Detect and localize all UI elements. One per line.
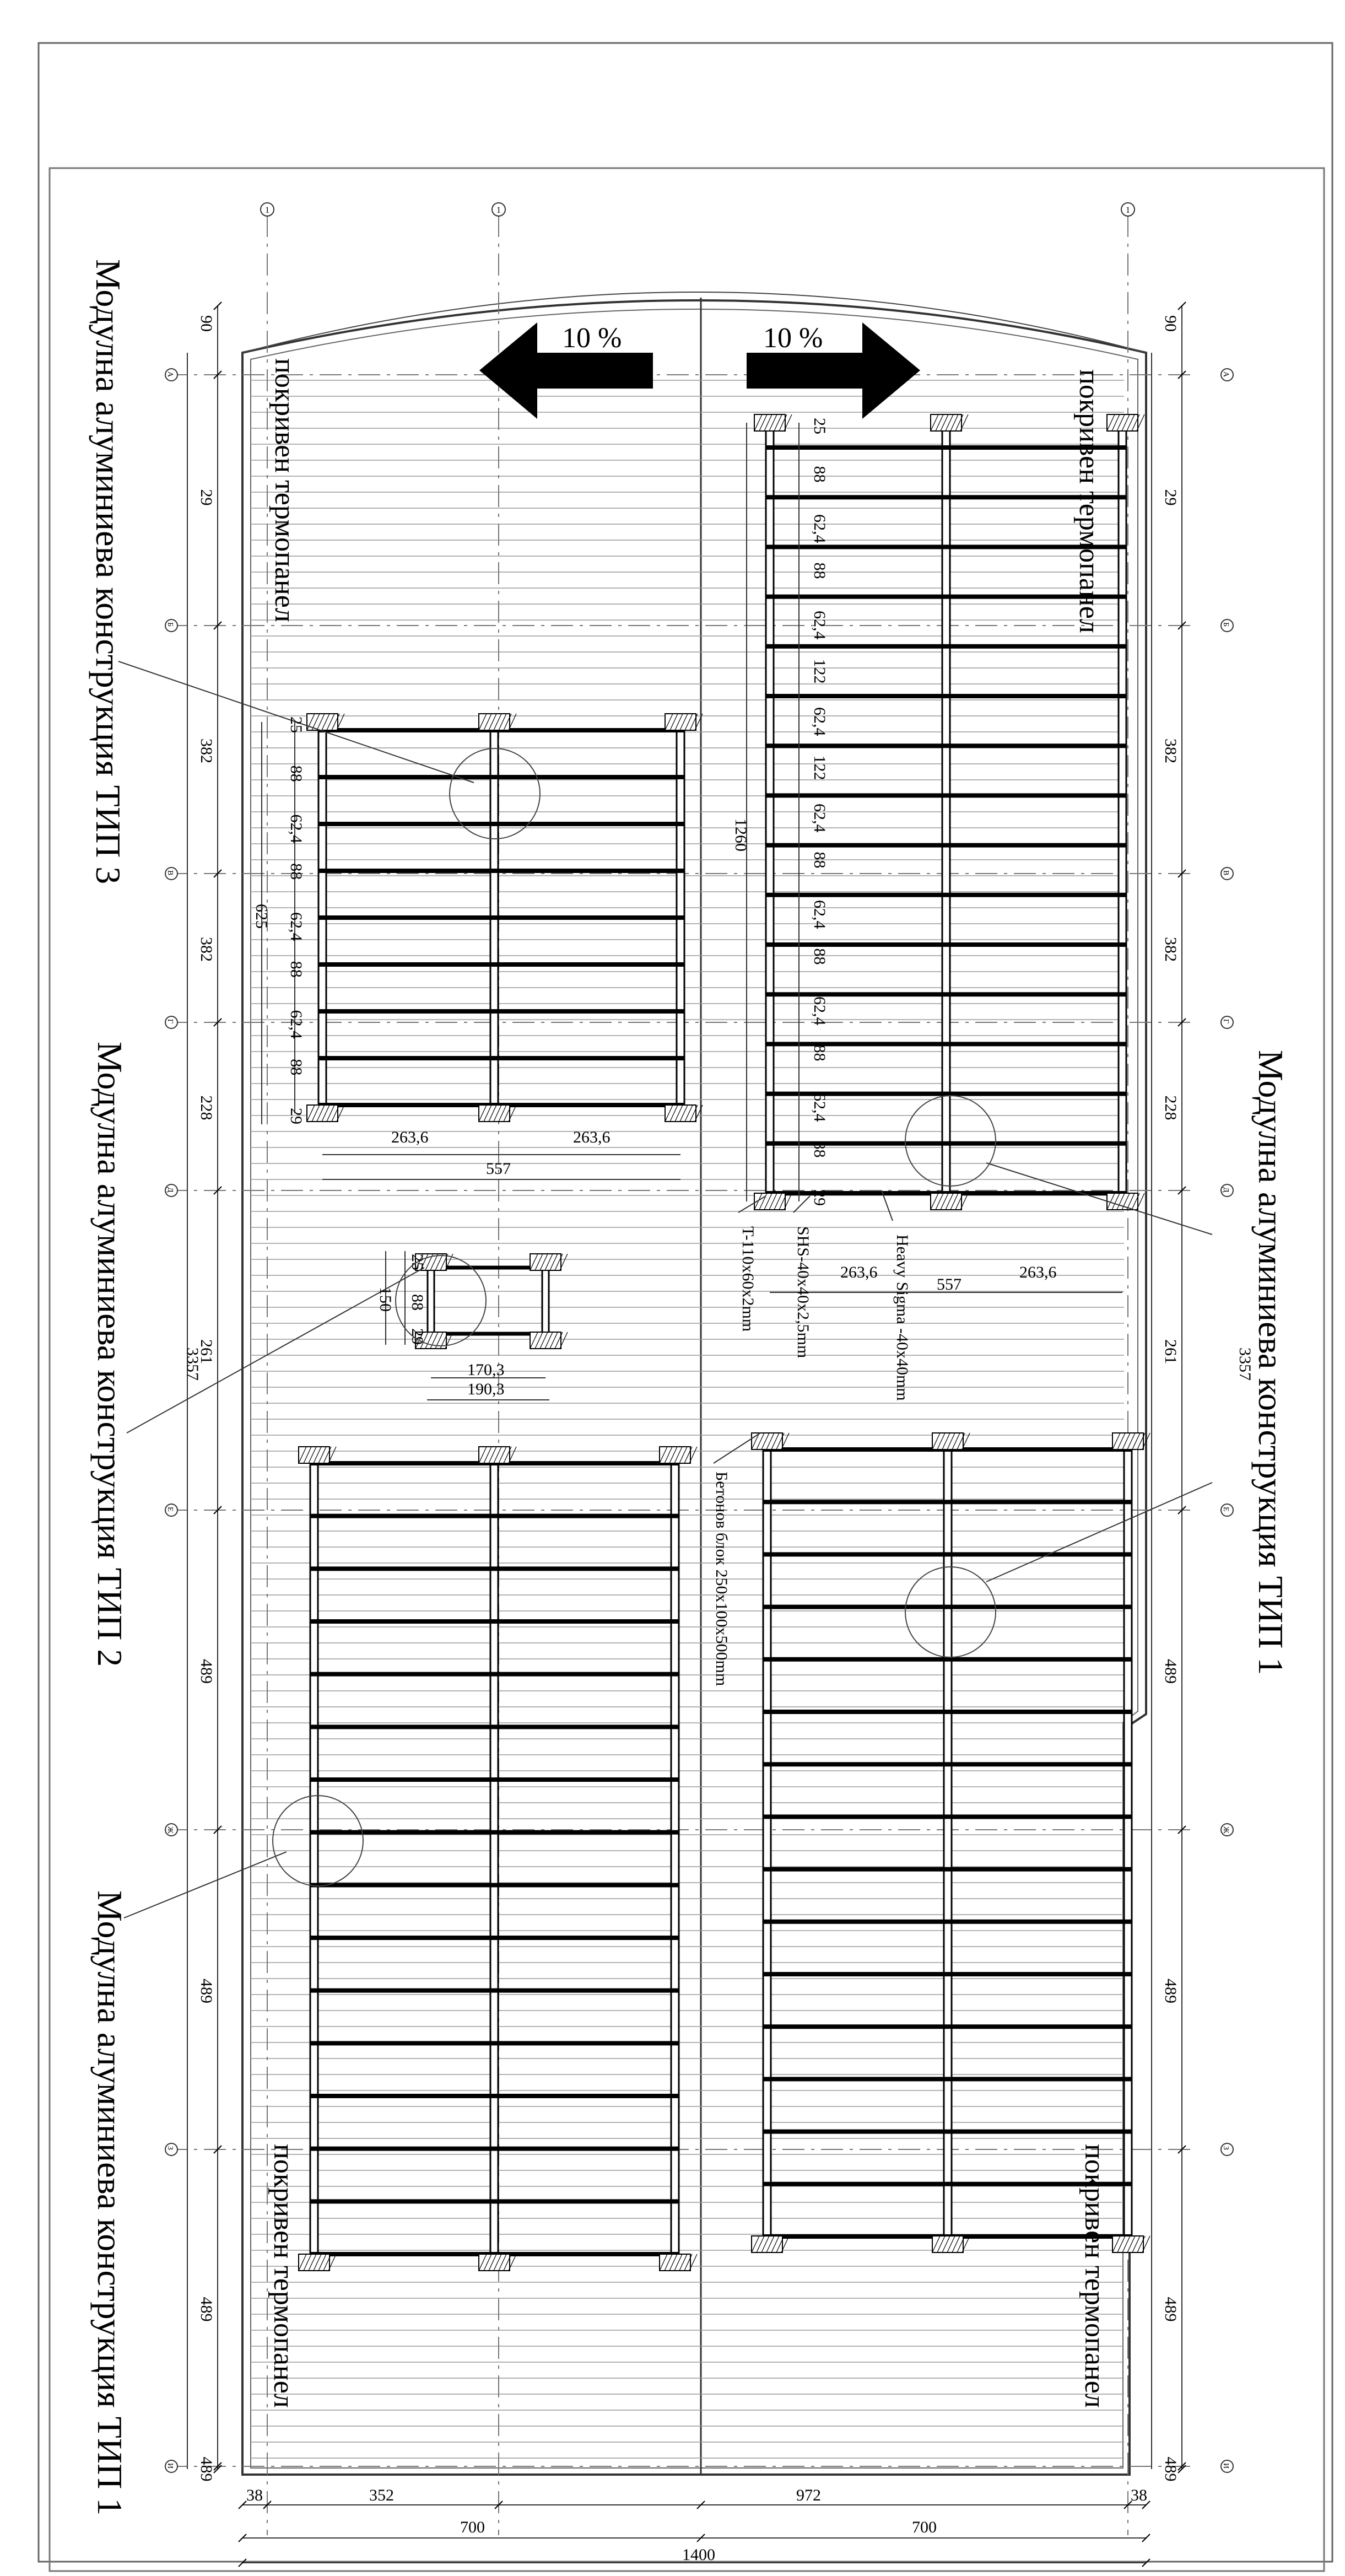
slope-arrow-right: [747, 322, 920, 419]
concrete-block: [665, 1105, 703, 1122]
sigma-rail: [671, 1455, 679, 2262]
type1-title-bottom: Модулна алуминиева конструкция ТИП 1: [90, 1890, 129, 2516]
leader-lines: [118, 661, 1212, 1918]
dimension-text-vertical: 382: [197, 739, 215, 763]
structure-type1-left: [310, 1455, 679, 2262]
dimension-text-vertical: 489: [197, 2456, 215, 2482]
structure-type1-bottom: [763, 1441, 1132, 2244]
grid-axis-letter: Е: [166, 1507, 174, 1512]
dimension-text-vertical: 261: [1162, 1339, 1180, 1364]
dimension-text-type1: 62,4: [811, 900, 829, 929]
dimension-text-vertical: 489: [197, 1659, 215, 1684]
dimension-text-vertical: 489: [1162, 1979, 1180, 2003]
dimension-text-type1: 62,4: [811, 804, 829, 833]
type1-title-right: Модулна алуминиева конструкция ТИП 1: [1251, 1050, 1290, 1675]
concrete-block: [479, 1447, 516, 1463]
concrete-block: [530, 1332, 568, 1349]
grid-axis-letter: Г: [1222, 1019, 1230, 1024]
grid-axis-letter: А: [1222, 371, 1230, 378]
grid-axis-letter: Ж: [166, 1826, 174, 1834]
concrete-block-label: Бетонов блок 250x100x500mm: [712, 1472, 731, 1686]
grid-axis-number: 1: [496, 206, 501, 215]
dimension-text-bottom: 972: [796, 2486, 821, 2504]
roof-panel-label-bottom-right: покривен термопанел: [1079, 2144, 1110, 2408]
dimension-text-type1: 88: [811, 1141, 829, 1158]
dimension-text-type3: 62,4: [287, 912, 305, 941]
dimension-text-type1: 62,4: [811, 707, 829, 736]
roof-outline-inner: [251, 309, 1138, 2468]
sigma-rail: [942, 423, 950, 1201]
grid-axis-letter: Е: [1222, 1507, 1230, 1512]
slope-arrow-left: [479, 322, 653, 419]
grid-axis-letter: Ж: [1222, 1826, 1230, 1834]
concrete-block: [479, 2254, 516, 2271]
dimension-text-type1: 88: [811, 466, 829, 483]
type2-title: Модулна алуминиева конструкция ТИП 2: [90, 1042, 129, 1667]
dimension-text-total-height: 3357: [1236, 1348, 1254, 1381]
dimension-text-type1: 88: [811, 948, 829, 965]
concrete-block: [1112, 2236, 1150, 2252]
grid-axis-letter: А: [166, 371, 174, 378]
dimension-text-type1: 62,4: [811, 996, 829, 1026]
dimension-text-type3: 88: [287, 765, 305, 782]
structure-type3: [318, 722, 685, 1113]
dimension-text-type1: 62,4: [811, 611, 829, 640]
roof-panel-lines: [251, 380, 1124, 2458]
dimension-text-vertical: 489: [1162, 2456, 1180, 2482]
dimension-text-type1: 122: [811, 755, 829, 780]
grid-axis-letter: Д: [1222, 1187, 1230, 1193]
grid-axis-letter: Г: [166, 1019, 174, 1024]
dimension-text-vertical: 489: [197, 2297, 215, 2322]
grid-axis-letter: З: [166, 2146, 174, 2151]
dimension-text-type3: 88: [287, 1059, 305, 1076]
t-profile-label: T-110x60x2mm: [739, 1226, 757, 1332]
sigma-rail: [1119, 423, 1126, 1201]
dimension-text-type3-total: 625: [252, 904, 271, 929]
dimension-text-type3: 62,4: [287, 1010, 305, 1039]
dimension-text-bottom: 38: [246, 2486, 263, 2504]
grid-axis-letter: В: [1222, 870, 1230, 876]
dimension-text-type3: 88: [287, 961, 305, 978]
dimension-text-type1-total: 1260: [732, 818, 750, 852]
concrete-block: [299, 1447, 336, 1463]
concrete-block: [1107, 414, 1144, 431]
dimension-text-type1: 88: [811, 852, 829, 869]
dimension-text-vertical: 90: [197, 315, 215, 332]
sigma-rail: [763, 1441, 771, 2244]
dimension-text-vertical: 489: [1162, 2297, 1180, 2322]
grid-axis-letter: З: [1222, 2146, 1230, 2151]
sigma-rail: [1124, 1441, 1132, 2244]
sigma-profile-label: Heavy Sigma -40x40mm: [893, 1235, 911, 1401]
dimension-text-type2: 88: [408, 1294, 426, 1311]
grid-axis-letter: Д: [166, 1187, 174, 1193]
concrete-block: [299, 2254, 336, 2271]
dimension-text-vertical: 228: [1162, 1095, 1180, 1120]
dimension-text-bottom-total: 1400: [682, 2546, 715, 2564]
dimension-text-type2-total: 150: [376, 1287, 395, 1312]
roof-panel-label-bottom-left: покривен термопанел: [268, 2144, 299, 2408]
dimension-text-vertical: 382: [1162, 937, 1180, 962]
sigma-rail: [766, 423, 774, 1201]
dimension-text-type3-horiz: 557: [486, 1160, 511, 1178]
dimension-text-type1: 88: [811, 562, 829, 579]
dimension-text-type1: 25: [811, 418, 829, 434]
dimension-text-type2-horiz: 190,3: [467, 1380, 505, 1398]
dimension-lines: [187, 302, 1186, 2567]
dimension-text-type3: 29: [287, 1108, 305, 1124]
concrete-block: [660, 1447, 697, 1463]
concrete-block: [1112, 1433, 1150, 1449]
dimension-text-type1: 62,4: [811, 514, 829, 543]
grid-axis-letter: И: [1222, 2463, 1230, 2469]
dimension-text-type1: 88: [811, 1044, 829, 1061]
dimension-text-type2: 29: [408, 1328, 426, 1345]
dimension-text-vertical: 382: [197, 937, 215, 962]
dimension-text-vertical: 382: [1162, 739, 1180, 763]
slope-left-label: 10 %: [562, 322, 622, 354]
roof-panel-label-top-left: покривен термопанел: [269, 358, 300, 622]
dimension-text-type3: 88: [287, 863, 305, 880]
grid-axis-number: 1: [1126, 206, 1130, 215]
grid-axis-number: 1: [265, 206, 269, 215]
grid-axis-letter: Б: [166, 622, 174, 627]
dimension-text-vertical: 29: [1162, 489, 1180, 506]
dimension-text-type1-horiz: 263,6: [1019, 1263, 1057, 1281]
dimension-text-bottom-half: 700: [912, 2518, 937, 2536]
dimension-text-type3: 62,4: [287, 814, 305, 843]
grid-axis-letter: И: [166, 2463, 174, 2469]
dimension-text-type1-horiz: 263,6: [840, 1263, 878, 1281]
dimension-text-total-height: 3357: [183, 1348, 202, 1381]
dimension-text-bottom: 352: [369, 2486, 394, 2504]
dimension-text-type3: 25: [287, 716, 305, 733]
dimension-text-vertical: 90: [1162, 315, 1180, 332]
sigma-rail: [310, 1455, 318, 2262]
dimension-text-type1: 62,4: [811, 1093, 829, 1122]
dimension-text-vertical: 261: [197, 1339, 215, 1364]
dimension-text-type1: 122: [811, 659, 829, 684]
type3-title: Модулна алуминиева конструкция ТИП 3: [89, 259, 128, 885]
dimension-text-vertical: 29: [197, 489, 215, 506]
dimension-text-vertical: 489: [197, 1979, 215, 2003]
grid-axis-letter: В: [166, 870, 174, 876]
dimension-text-bottom: 38: [1131, 2486, 1147, 2504]
dimension-text-vertical: 228: [197, 1095, 215, 1120]
shs-profile-label: SHS-40x40x2,5mm: [794, 1226, 812, 1359]
dimension-text-vertical: 489: [1162, 1659, 1180, 1684]
grid-axis-letter: Б: [1222, 622, 1230, 627]
slope-right-label: 10 %: [763, 322, 823, 354]
sigma-rail: [944, 1441, 952, 2244]
dimension-text-type1-horiz: 557: [937, 1275, 962, 1294]
dimension-text-type2: 25: [408, 1254, 426, 1270]
concrete-block: [479, 1105, 516, 1122]
dimension-text-type3-horiz: 263,6: [391, 1128, 429, 1146]
dimension-text-type1: 29: [811, 1189, 829, 1206]
dimension-text-bottom-half: 700: [460, 2518, 485, 2536]
dimension-text-type2-horiz: 170,3: [467, 1361, 505, 1379]
dimension-text-type3-horiz: 263,6: [573, 1128, 611, 1146]
roof-panel-label-top-right: покривен термопанел: [1073, 369, 1105, 633]
sigma-rail: [490, 1455, 498, 2262]
structure-type2: [427, 1262, 549, 1339]
concrete-block: [660, 2254, 697, 2271]
concrete-block: [530, 1254, 568, 1270]
concrete-block: [307, 1105, 344, 1122]
